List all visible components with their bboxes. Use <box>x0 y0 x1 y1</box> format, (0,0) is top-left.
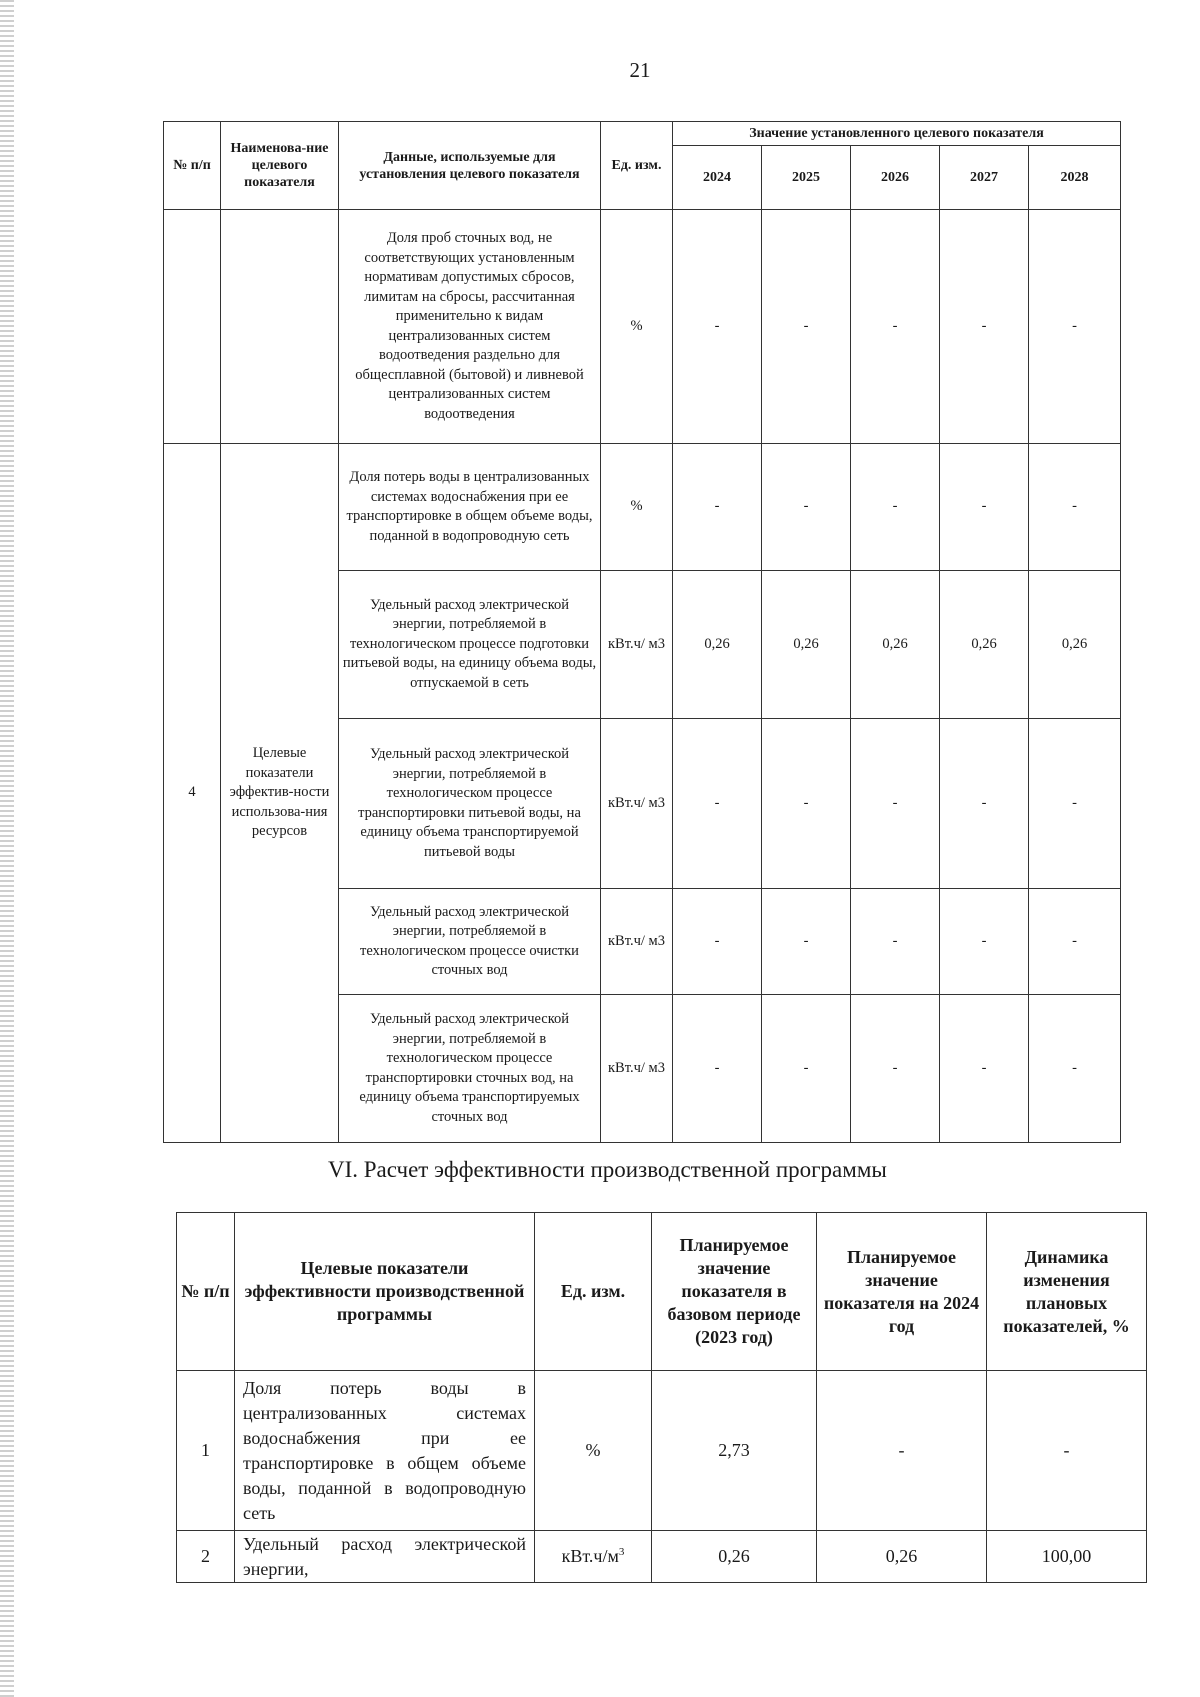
header-year: 2026 <box>851 146 940 210</box>
row-unit: % <box>535 1371 652 1531</box>
header-indicator: Целевые показатели эффективности производственной программы <box>235 1213 535 1371</box>
group-name: Целевые показатели эффектив-ности использова-ния ресурсов <box>221 444 339 1143</box>
table2-header-row <box>177 1213 1147 1371</box>
unit-superscript: 3 <box>618 1546 625 1558</box>
row-value: - <box>1029 210 1121 444</box>
row-value: 0,26 <box>762 571 851 719</box>
row-description: Удельный расход электрической энергии, потребляемой в технологическом процессе подготовки питьевой воды, на единицу объема воды, отпускаемой в сеть <box>339 571 601 719</box>
row-value: - <box>1029 444 1121 571</box>
row-description: Доля потерь воды в централизованных системах водоснабжения при ее транспортировке в общем объеме воды, поданной в водопроводную сеть <box>339 444 601 571</box>
header-base-period: Планируемое значение показателя в базовом периоде (2023 год) <box>652 1213 817 1371</box>
row-unit <box>535 1531 652 1583</box>
row-value: - <box>851 444 940 571</box>
row-value: - <box>940 889 1029 995</box>
row-value: 0,26 <box>673 571 762 719</box>
row-value: - <box>673 719 762 889</box>
row-unit: кВт.ч/ м3 <box>601 995 673 1143</box>
table-row <box>177 1531 1147 1583</box>
row-value: - <box>851 719 940 889</box>
row-value: - <box>851 210 940 444</box>
row-base-value: 0,26 <box>652 1531 817 1583</box>
group-num: 4 <box>164 444 221 1143</box>
row-unit: кВт.ч/ м3 <box>601 889 673 995</box>
section-title: VI. Расчет эффективности производственной программы <box>328 1157 887 1182</box>
row-value: - <box>851 995 940 1143</box>
row-value: - <box>940 210 1029 444</box>
row-unit: % <box>601 210 673 444</box>
row-dynamics-value: 100,00 <box>987 1531 1147 1583</box>
row-indicator: Доля потерь воды в централизованных системах водоснабжения при ее транспортировке в общем объеме воды, поданной в водопроводную сеть <box>235 1371 535 1531</box>
row-description: Удельный расход электрической энергии, потребляемой в технологическом процессе транспортировки питьевой воды, на единицу объема транспортируемой питьевой воды <box>339 719 601 889</box>
row-value: - <box>940 995 1029 1143</box>
row-description: Доля проб сточных вод, не соответствующих установленным нормативам допустимых сбросов, лимитам на сбросы, рассчитанная применительно к видам централизованных систем водоотведения раздельно для общесплавной (бытовой) и ливневой централизованных систем водоотведения <box>339 210 601 444</box>
header-year: 2027 <box>940 146 1029 210</box>
row-value: 0,26 <box>940 571 1029 719</box>
scan-edge <box>0 0 14 1697</box>
header-value-group: Значение установленного целевого показателя <box>673 122 1121 146</box>
row-value: - <box>762 444 851 571</box>
header-data-used: Данные, используемые для установления целевого показателя <box>339 122 601 210</box>
header-unit: Ед. изм. <box>535 1213 652 1371</box>
header-indicator-name: Наименова-ние целевого показателя <box>221 122 339 210</box>
header-num: № п/п <box>164 122 221 210</box>
page-number: 21 <box>629 58 651 82</box>
row-plan-value: - <box>817 1371 987 1531</box>
target-indicators-table <box>163 121 1121 1143</box>
row-unit: кВт.ч/ м3 <box>601 719 673 889</box>
row-plan-value: 0,26 <box>817 1531 987 1583</box>
row-description: Удельный расход электрической энергии, потребляемой в технологическом процессе транспортировки сточных вод, на единицу объема транспортируемых сточных вод <box>339 995 601 1143</box>
row-value: - <box>940 444 1029 571</box>
efficiency-calculation-table <box>176 1212 1147 1583</box>
header-year: 2024 <box>673 146 762 210</box>
row-indicator: Удельный расход электрической энергии, <box>235 1531 535 1583</box>
empty-cell <box>164 210 221 444</box>
row-value: - <box>1029 889 1121 995</box>
row-value: - <box>673 444 762 571</box>
header-year: 2025 <box>762 146 851 210</box>
empty-cell <box>221 210 339 444</box>
row-value: - <box>673 995 762 1143</box>
row-num: 1 <box>177 1371 235 1531</box>
header-dynamics: Динамика изменения плановых показателей, % <box>987 1213 1147 1371</box>
table1-header-row <box>164 122 1121 146</box>
row-value: - <box>673 889 762 995</box>
row-value: - <box>762 889 851 995</box>
row-value: 0,26 <box>851 571 940 719</box>
header-unit: Ед. изм. <box>601 122 673 210</box>
row-value: - <box>762 210 851 444</box>
table-row <box>164 210 1121 444</box>
row-value: - <box>1029 995 1121 1143</box>
row-value: - <box>673 210 762 444</box>
row-value: - <box>851 889 940 995</box>
row-dynamics-value: - <box>987 1371 1147 1531</box>
row-base-value: 2,73 <box>652 1371 817 1531</box>
row-value: 0,26 <box>1029 571 1121 719</box>
row-unit: кВт.ч/ м3 <box>601 571 673 719</box>
table-row <box>164 444 1121 571</box>
row-value: - <box>762 719 851 889</box>
row-value: - <box>940 719 1029 889</box>
row-unit: % <box>601 444 673 571</box>
table-row <box>177 1371 1147 1531</box>
row-num: 2 <box>177 1531 235 1583</box>
row-description: Удельный расход электрической энергии, потребляемой в технологическом процессе очистки сточных вод <box>339 889 601 995</box>
row-value: - <box>1029 719 1121 889</box>
header-plan-2024: Планируемое значение показателя на 2024 год <box>817 1213 987 1371</box>
unit-base-text: кВт.ч/м <box>561 1546 619 1566</box>
header-year: 2028 <box>1029 146 1121 210</box>
header-num: № п/п <box>177 1213 235 1371</box>
row-value: - <box>762 995 851 1143</box>
